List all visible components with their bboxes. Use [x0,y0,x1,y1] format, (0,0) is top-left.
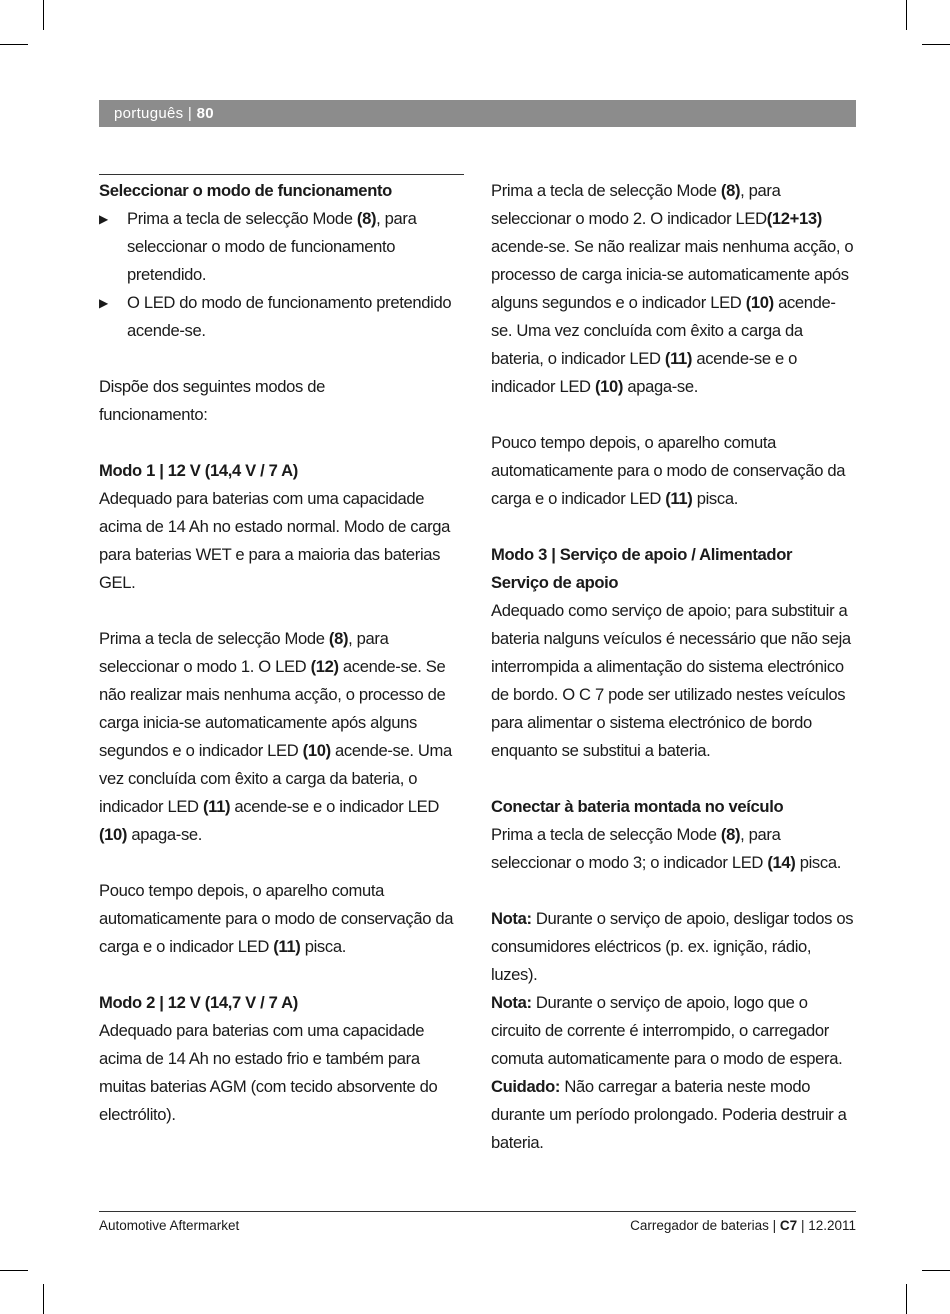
modo3-description: Adequado como serviço de apoio; para substituir a bateria nalguns veículos é necessário que não seja interrompida a alimentação do sistema electrónico de bordo. O C 7 pode ser utilizado nestes veículos para alimentar o sistema electrónico de bordo enquanto se substitui a bateria. [491,601,851,760]
modo2-conservation: Pouco tempo depois, o aparelho comuta automaticamente para o modo de conservação da carga e o indicador LED (11) pisca. [491,433,846,508]
modo2-description: Adequado para baterias com uma capacidade acima de 14 Ah no estado frio e também para muitas baterias AGM (com tecido absorvente do electrólito). [99,1021,438,1124]
section-rule [99,174,464,175]
header-separator: | [187,105,193,122]
section-title: Seleccionar o modo de funcionamento [99,181,392,200]
crop-mark [0,44,28,45]
right-column [491,177,856,1157]
bullet-item: ▶ O LED do modo de funcionamento pretendido acende-se. [99,289,464,345]
crop-mark [906,1284,907,1314]
modo3-subtitle: Serviço de apoio [491,573,619,592]
modo1-conservation: Pouco tempo depois, o aparelho comuta automaticamente para o modo de conservação da carga e o indicador LED (11) pisca. [99,881,454,956]
left-column [99,177,464,1129]
modo1-title: Modo 1 | 12 V (14,4 V / 7 A) [99,461,298,480]
connect-instructions: Prima a tecla de selecção Mode (8), para seleccionar o modo 3; o indicador LED (14) pisca. [491,825,841,872]
caution-note: Cuidado: Não carregar a bateria neste modo durante um período prolongado. Poderia destruir a bateria. [491,1077,847,1152]
modo2-title: Modo 2 | 12 V (14,7 V / 7 A) [99,993,298,1012]
modo1-description: Adequado para baterias com uma capacidade acima de 14 Ah no estado normal. Modo de carga para baterias WET e para a maioria das baterias GEL. [99,489,451,592]
header-language: português [114,105,184,122]
connect-title: Conectar à bateria montada no veículo [491,797,784,816]
modo1-instructions: Prima a tecla de selecção Mode (8), para seleccionar o modo 1. O LED (12) acende-se. Se não realizar mais nenhuma acção, o processo de carga inicia-se automaticamente após alguns segundos e o indicador LED (10) acende-se. Uma vez concluída com êxito a carga da bateria, o indicador LED (11) acende-se e o indicador LED (10) apaga-se. [99,629,452,844]
crop-mark [922,1270,950,1271]
crop-mark [0,1270,28,1271]
crop-mark [906,0,907,30]
crop-mark [43,0,44,30]
note-2: Nota: Durante o serviço de apoio, logo que o circuito de corrente é interrompido, o carregador comuta automaticamente para o modo de espera. [491,993,843,1068]
bullet-arrow-icon: ▶ [99,212,108,226]
page-header [99,100,856,127]
crop-mark [922,44,950,45]
bullet-item: ▶ Prima a tecla de selecção Mode (8), para seleccionar o modo de funcionamento pretendido. [99,205,464,289]
bullet-arrow-icon: ▶ [99,296,108,310]
note-1: Nota: Durante o serviço de apoio, desligar todos os consumidores eléctricos (p. ex. ignição, rádio, luzes). [491,909,854,984]
modo3-title: Modo 3 | Serviço de apoio / Alimentador [491,545,793,564]
page-number: 80 [196,105,214,122]
footer-rule [99,1211,856,1212]
modo2-instructions: Prima a tecla de selecção Mode (8), para seleccionar o modo 2. O indicador LED(12+13) acende-se. Se não realizar mais nenhuma acção, o processo de carga inicia-se automaticamente após alguns segundos e o indicador LED (10) acende-se. Uma vez concluída com êxito a carga da bateria, o indicador LED (11) acende-se e o indicador LED (10) apaga-se. [491,181,854,396]
crop-mark [43,1284,44,1314]
footer-company: Automotive Aftermarket [99,1218,240,1233]
intro-text: Dispõe dos seguintes modos de funcionamento: [99,377,325,424]
footer-document-info: Carregador de baterias | C7 | 12.2011 [630,1218,856,1233]
